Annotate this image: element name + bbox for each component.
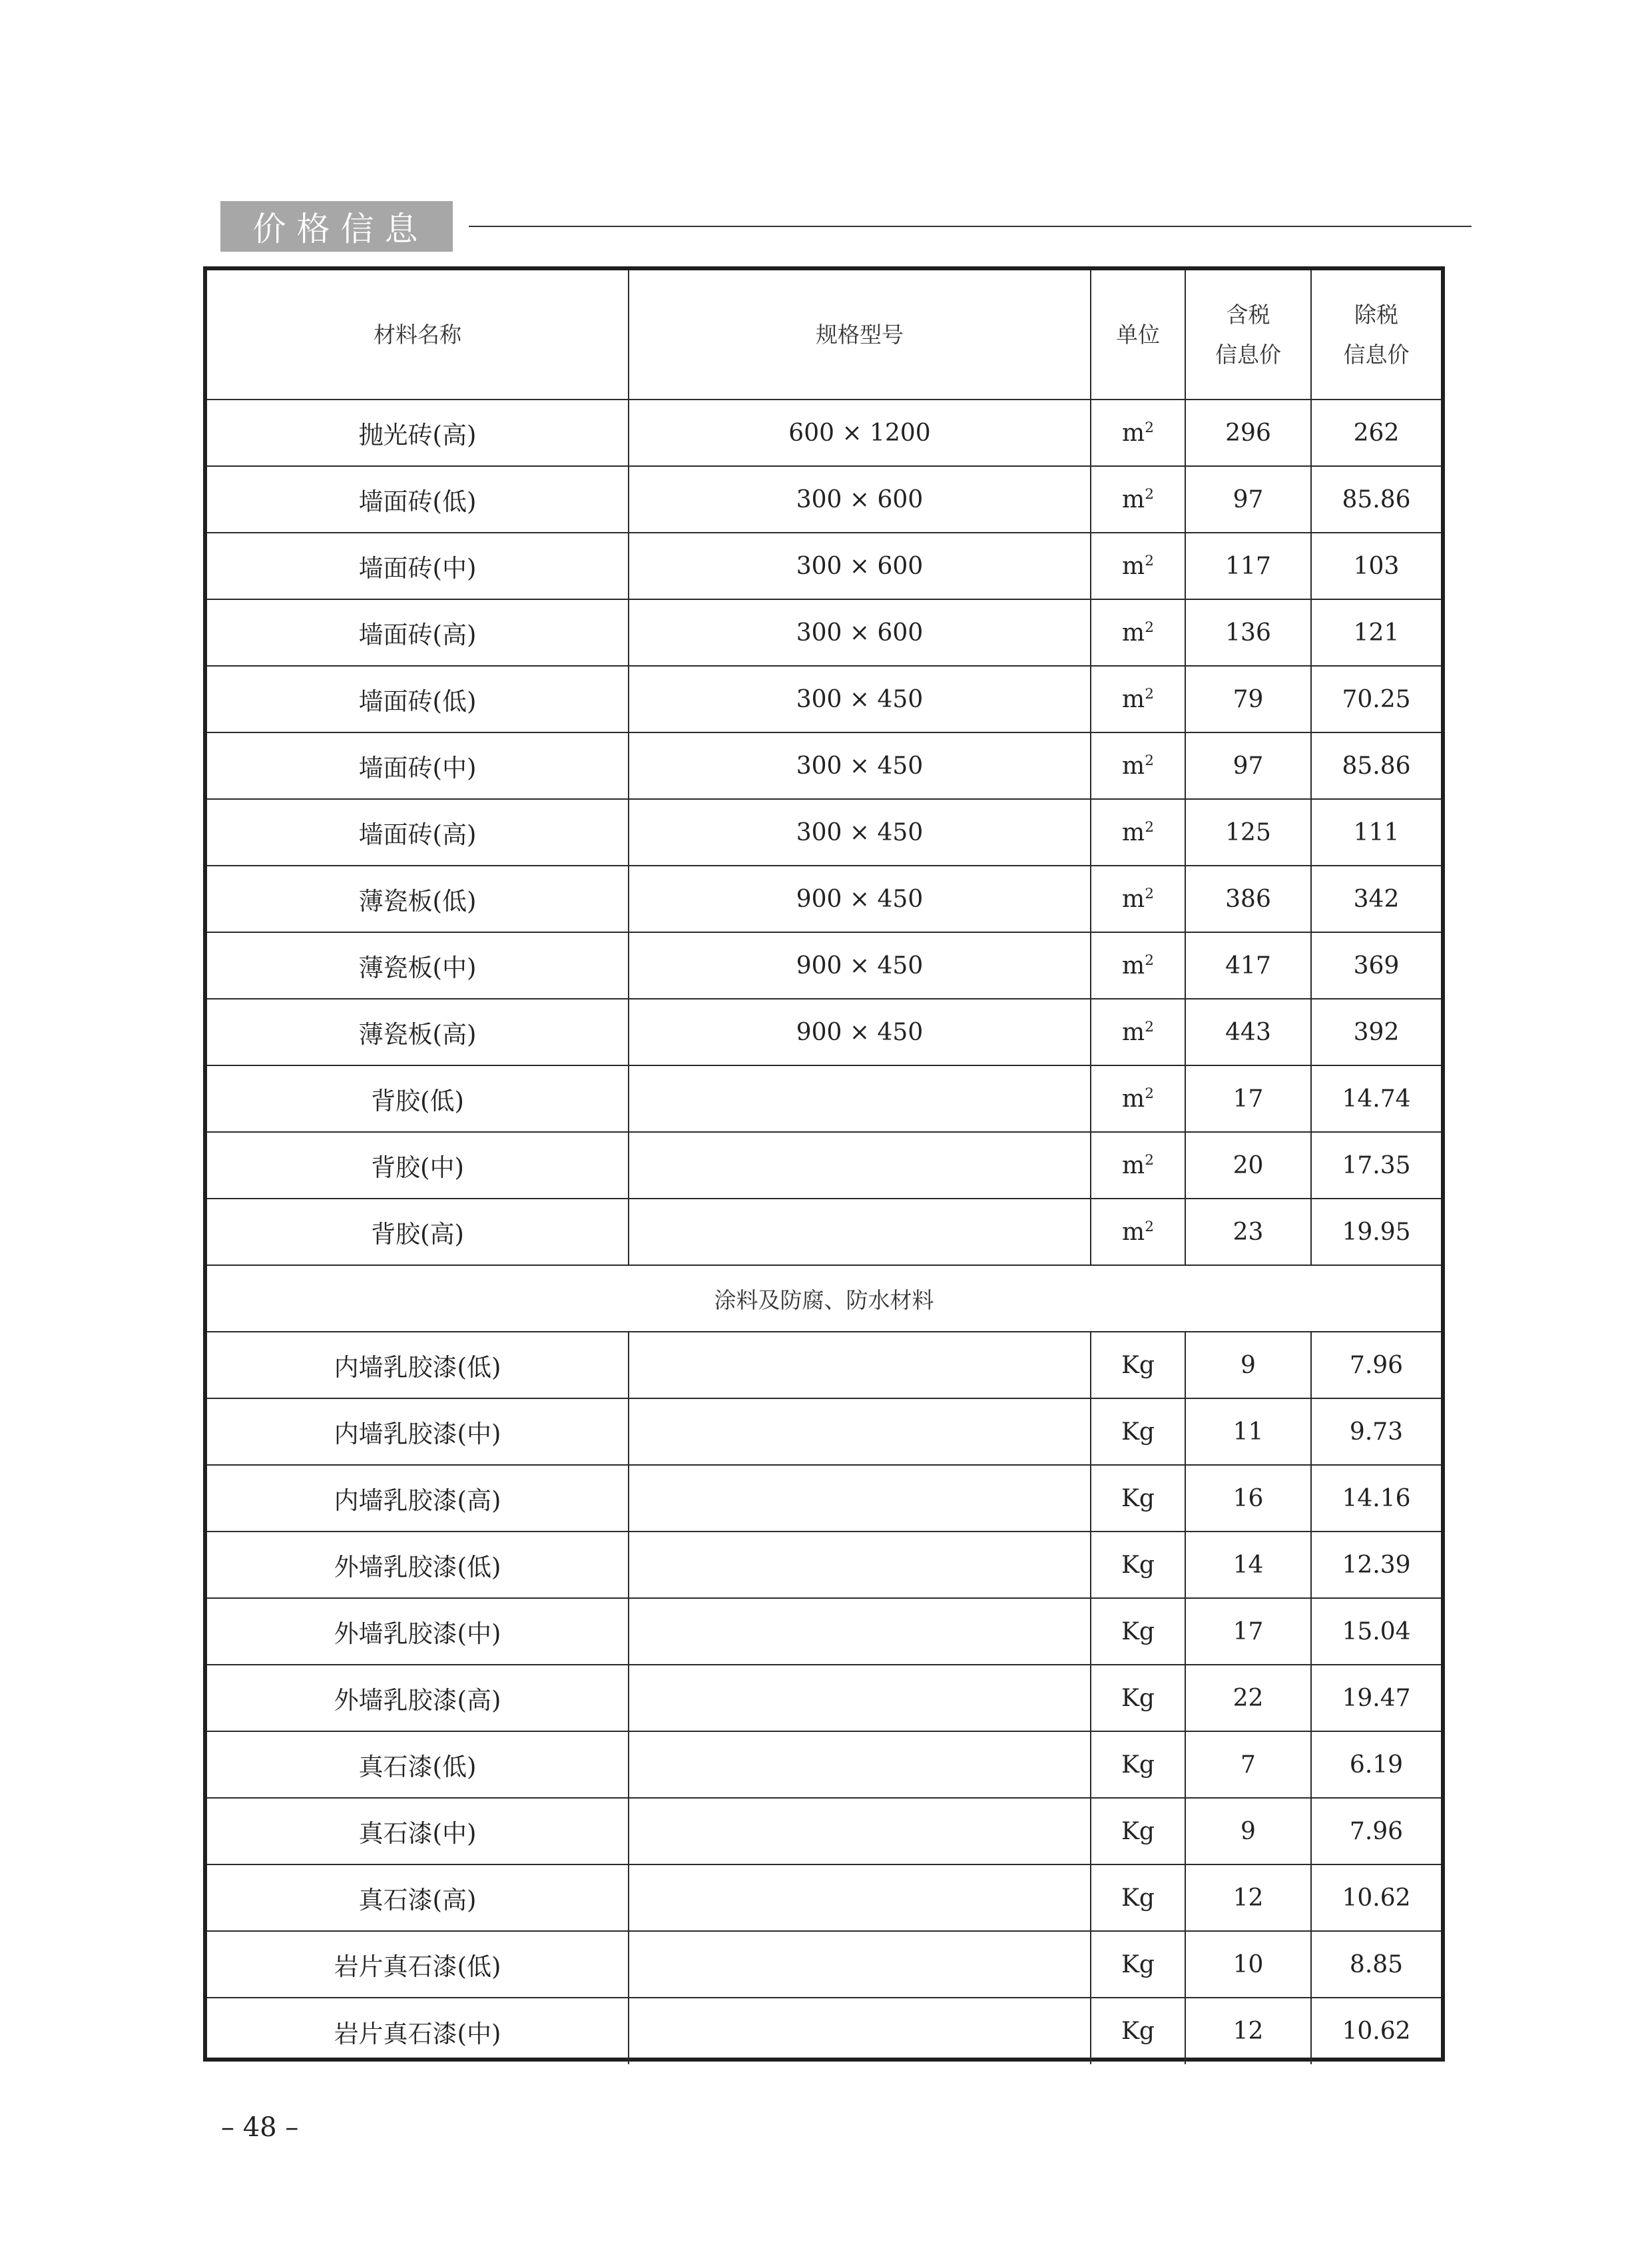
unit-cell (1091, 1332, 1185, 1398)
spec-cell: 900 × 450 (629, 866, 1091, 932)
table-header-row (207, 270, 1441, 400)
tax-price-cell: 79 (1185, 666, 1311, 732)
spec-cell: 900 × 450 (629, 999, 1091, 1065)
spec-cell (629, 1065, 1091, 1132)
tax-price-cell: 20 (1185, 1132, 1311, 1199)
spec-cell (629, 1864, 1091, 1931)
table-row (207, 1532, 1441, 1598)
unit-text: Kg (1121, 1751, 1155, 1779)
table-row (207, 732, 1441, 799)
unit-text: Kg (1121, 1351, 1155, 1379)
spec-cell: 300 × 600 (629, 466, 1091, 533)
table-row (207, 466, 1441, 533)
unit-cell (1091, 1398, 1185, 1465)
tax-price-cell: 10 (1185, 1931, 1311, 1998)
unit-superscript: 2 (1145, 1151, 1154, 1169)
unit-text: Kg (1121, 1884, 1155, 1912)
spec-cell: 300 × 450 (629, 732, 1091, 799)
tax-price-cell: 22 (1185, 1665, 1311, 1731)
notax-price-cell: 103 (1311, 533, 1441, 599)
tax-price-cell: 296 (1185, 400, 1311, 466)
notax-price-cell: 85.86 (1311, 466, 1441, 533)
table-row (207, 1132, 1441, 1199)
material-name-cell: 薄瓷板(高) (207, 999, 629, 1065)
unit-cell (1091, 400, 1185, 466)
unit-cell (1091, 1931, 1185, 1998)
table-row (207, 400, 1441, 466)
unit-cell (1091, 866, 1185, 932)
unit-text: m (1122, 1218, 1145, 1246)
table-row (207, 999, 1441, 1065)
spec-cell (629, 1731, 1091, 1798)
spec-cell: 900 × 450 (629, 932, 1091, 999)
material-name-cell: 薄瓷板(中) (207, 932, 629, 999)
col-header-spec: 规格型号 (629, 270, 1091, 400)
unit-cell (1091, 466, 1185, 533)
tax-price-cell: 136 (1185, 599, 1311, 666)
unit-cell (1091, 999, 1185, 1065)
unit-superscript: 2 (1145, 818, 1154, 836)
unit-superscript: 2 (1145, 752, 1154, 769)
unit-text: m (1122, 485, 1145, 513)
notax-price-cell: 10.62 (1311, 1864, 1441, 1931)
notax-price-cell: 10.62 (1311, 1998, 1441, 2064)
spec-cell (629, 1465, 1091, 1532)
unit-superscript: 2 (1145, 685, 1154, 703)
material-name-cell: 墙面砖(中) (207, 533, 629, 599)
header-rule (469, 226, 1472, 227)
unit-superscript: 2 (1145, 1085, 1154, 1102)
unit-cell (1091, 1798, 1185, 1864)
material-name-cell: 墙面砖(高) (207, 599, 629, 666)
tax-price-cell: 9 (1185, 1798, 1311, 1864)
spec-cell (629, 1665, 1091, 1731)
unit-text: Kg (1121, 1817, 1155, 1845)
material-name-cell: 内墙乳胶漆(中) (207, 1398, 629, 1465)
tax-price-cell: 17 (1185, 1598, 1311, 1665)
tax-price-cell: 11 (1185, 1398, 1311, 1465)
spec-cell (629, 1398, 1091, 1465)
table-row (207, 599, 1441, 666)
material-name-cell: 墙面砖(低) (207, 666, 629, 732)
material-name-cell: 真石漆(中) (207, 1798, 629, 1864)
tax-price-cell: 23 (1185, 1199, 1311, 1265)
notax-price-cell: 392 (1311, 999, 1441, 1065)
spec-cell (629, 1132, 1091, 1199)
unit-text: Kg (1121, 1551, 1155, 1579)
unit-cell (1091, 1598, 1185, 1665)
unit-superscript: 2 (1145, 952, 1154, 969)
material-name-cell: 背胶(中) (207, 1132, 629, 1199)
section-title-tab (220, 201, 453, 252)
notax-price-cell: 8.85 (1311, 1931, 1441, 1998)
section-heading-row (207, 1265, 1441, 1332)
col-header-notax-price-line1: 除税 (1354, 301, 1398, 328)
table-row (207, 1332, 1441, 1398)
material-name-cell: 外墙乳胶漆(中) (207, 1598, 629, 1665)
tax-price-cell: 117 (1185, 533, 1311, 599)
material-name-cell: 墙面砖(高) (207, 799, 629, 866)
notax-price-cell: 19.47 (1311, 1665, 1441, 1731)
unit-cell (1091, 799, 1185, 866)
col-header-tax-price-line1: 含税 (1226, 301, 1270, 328)
unit-text: m (1122, 619, 1145, 647)
table-row (207, 1998, 1441, 2064)
material-name-cell: 背胶(高) (207, 1199, 629, 1265)
unit-cell (1091, 1132, 1185, 1199)
unit-cell (1091, 1731, 1185, 1798)
unit-superscript: 2 (1145, 1018, 1154, 1035)
unit-text: m (1122, 752, 1145, 780)
notax-price-cell: 12.39 (1311, 1532, 1441, 1598)
notax-price-cell: 70.25 (1311, 666, 1441, 732)
spec-cell (629, 1598, 1091, 1665)
tax-price-cell: 443 (1185, 999, 1311, 1065)
spec-cell (629, 1199, 1091, 1265)
unit-superscript: 2 (1145, 552, 1154, 569)
notax-price-cell: 19.95 (1311, 1199, 1441, 1265)
unit-cell (1091, 599, 1185, 666)
unit-superscript: 2 (1145, 485, 1154, 503)
material-name-cell: 岩片真石漆(低) (207, 1931, 629, 1998)
tax-price-cell: 16 (1185, 1465, 1311, 1532)
tax-price-cell: 97 (1185, 732, 1311, 799)
unit-cell (1091, 1465, 1185, 1532)
unit-text: m (1122, 419, 1145, 447)
unit-superscript: 2 (1145, 885, 1154, 902)
unit-cell (1091, 1065, 1185, 1132)
unit-text: Kg (1121, 1617, 1155, 1645)
unit-text: Kg (1121, 1950, 1155, 1978)
price-table-frame (203, 266, 1445, 2062)
unit-text: m (1122, 818, 1145, 846)
unit-superscript: 2 (1145, 1218, 1154, 1235)
notax-price-cell: 9.73 (1311, 1398, 1441, 1465)
tax-price-cell: 125 (1185, 799, 1311, 866)
unit-text: m (1122, 1018, 1145, 1046)
material-name-cell: 背胶(低) (207, 1065, 629, 1132)
unit-text: m (1122, 685, 1145, 713)
spec-cell: 300 × 450 (629, 666, 1091, 732)
notax-price-cell: 6.19 (1311, 1731, 1441, 1798)
unit-cell (1091, 732, 1185, 799)
notax-price-cell: 111 (1311, 799, 1441, 866)
unit-cell (1091, 1532, 1185, 1598)
col-header-notax-price (1311, 270, 1441, 400)
material-name-cell: 真石漆(高) (207, 1864, 629, 1931)
unit-text: m (1122, 952, 1145, 980)
table-row (207, 932, 1441, 999)
table-row (207, 1465, 1441, 1532)
price-table (207, 270, 1441, 2064)
table-row (207, 1398, 1441, 1465)
material-name-cell: 外墙乳胶漆(高) (207, 1665, 629, 1731)
col-header-tax-price-line2: 信息价 (1215, 341, 1281, 368)
table-row (207, 799, 1441, 866)
table-row (207, 1665, 1441, 1731)
unit-text: m (1122, 552, 1145, 580)
table-row (207, 1065, 1441, 1132)
unit-cell (1091, 932, 1185, 999)
material-name-cell: 岩片真石漆(中) (207, 1998, 629, 2064)
unit-text: Kg (1121, 1484, 1155, 1512)
notax-price-cell: 121 (1311, 599, 1441, 666)
unit-cell (1091, 1199, 1185, 1265)
unit-text: Kg (1121, 1684, 1155, 1712)
notax-price-cell: 14.16 (1311, 1465, 1441, 1532)
unit-superscript: 2 (1145, 419, 1154, 436)
col-header-tax-price (1185, 270, 1311, 400)
spec-cell (629, 1532, 1091, 1598)
tax-price-cell: 14 (1185, 1532, 1311, 1598)
tax-price-cell: 7 (1185, 1731, 1311, 1798)
table-row (207, 1598, 1441, 1665)
material-name-cell: 墙面砖(低) (207, 466, 629, 533)
notax-price-cell: 262 (1311, 400, 1441, 466)
spec-cell: 600 × 1200 (629, 400, 1091, 466)
table-row (207, 1864, 1441, 1931)
unit-cell (1091, 1665, 1185, 1731)
page-number: – 48 – (221, 2112, 299, 2143)
notax-price-cell: 369 (1311, 932, 1441, 999)
col-header-unit: 单位 (1091, 270, 1185, 400)
col-header-notax-price-line2: 信息价 (1343, 341, 1410, 368)
notax-price-cell: 14.74 (1311, 1065, 1441, 1132)
spec-cell: 300 × 600 (629, 533, 1091, 599)
material-name-cell: 外墙乳胶漆(低) (207, 1532, 629, 1598)
unit-cell (1091, 666, 1185, 732)
section-heading: 涂料及防腐、防水材料 (207, 1265, 1441, 1332)
spec-cell (629, 1332, 1091, 1398)
tax-price-cell: 17 (1185, 1065, 1311, 1132)
notax-price-cell: 85.86 (1311, 732, 1441, 799)
unit-text: m (1122, 1085, 1145, 1113)
tax-price-cell: 12 (1185, 1864, 1311, 1931)
spec-cell (629, 1998, 1091, 2064)
unit-superscript: 2 (1145, 619, 1154, 636)
col-header-name: 材料名称 (207, 270, 629, 400)
tax-price-cell: 417 (1185, 932, 1311, 999)
material-name-cell: 真石漆(低) (207, 1731, 629, 1798)
unit-text: Kg (1121, 1418, 1155, 1446)
table-body (207, 400, 1441, 2064)
unit-text: m (1122, 885, 1145, 913)
tax-price-cell: 12 (1185, 1998, 1311, 2064)
unit-text: m (1122, 1151, 1145, 1179)
table-row (207, 1199, 1441, 1265)
spec-cell: 300 × 600 (629, 599, 1091, 666)
unit-cell (1091, 533, 1185, 599)
notax-price-cell: 342 (1311, 866, 1441, 932)
material-name-cell: 内墙乳胶漆(低) (207, 1332, 629, 1398)
tax-price-cell: 386 (1185, 866, 1311, 932)
material-name-cell: 抛光砖(高) (207, 400, 629, 466)
tax-price-cell: 9 (1185, 1332, 1311, 1398)
material-name-cell: 墙面砖(中) (207, 732, 629, 799)
table-row (207, 533, 1441, 599)
table-row (207, 1798, 1441, 1864)
tax-price-cell: 97 (1185, 466, 1311, 533)
spec-cell (629, 1931, 1091, 1998)
notax-price-cell: 17.35 (1311, 1132, 1441, 1199)
table-row (207, 666, 1441, 732)
notax-price-cell: 7.96 (1311, 1332, 1441, 1398)
unit-cell (1091, 1998, 1185, 2064)
unit-text: Kg (1121, 2018, 1155, 2045)
section-title: 价格信息 (252, 210, 429, 248)
material-name-cell: 内墙乳胶漆(高) (207, 1465, 629, 1532)
table-row (207, 866, 1441, 932)
table-row (207, 1931, 1441, 1998)
material-name-cell: 薄瓷板(低) (207, 866, 629, 932)
unit-cell (1091, 1864, 1185, 1931)
table-row (207, 1731, 1441, 1798)
spec-cell (629, 1798, 1091, 1864)
notax-price-cell: 7.96 (1311, 1798, 1441, 1864)
notax-price-cell: 15.04 (1311, 1598, 1441, 1665)
spec-cell: 300 × 450 (629, 799, 1091, 866)
